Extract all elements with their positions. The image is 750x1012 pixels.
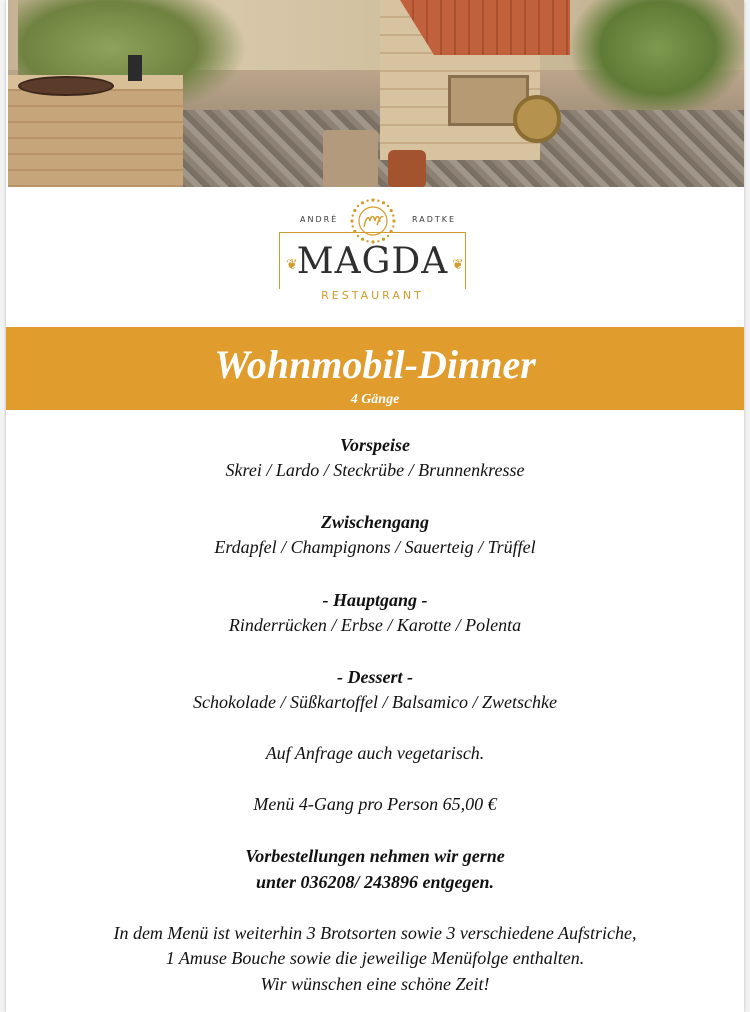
footer-line-3: Wir wünschen eine schöne Zeit! [260,974,490,994]
price-note: Menü 4-Gang pro Person 65,00 € [253,794,497,814]
reservation-line-1: Vorbestellungen nehmen wir gerne [245,846,505,866]
logo-last-name: RADTKE [412,215,457,224]
course-items-starter: Skrei / Lardo / Steckrübe / Brunnenkresse [225,460,525,480]
menu-banner [6,327,744,410]
course-items-intermediate: Erdapfel / Champignons / Sauerteig / Trüffel [214,537,536,557]
logo-name: MAGDA [296,241,449,282]
course-heading-main: - Hauptgang - [322,590,428,610]
laurel-left-icon: ❦ [286,258,298,273]
vegetarian-note: Auf Anfrage auch vegetarisch. [265,743,485,763]
course-heading-dessert: - Dessert - [337,667,413,687]
reservation-line-2: unter 036208/ 243896 entgegen. [255,872,494,892]
course-heading-starter: Vorspeise [339,435,410,455]
course-items-main: Rinderrücken / Erbse / Karotte / Polenta [228,615,522,635]
laurel-right-icon: ❦ [452,258,464,273]
logo-subtitle: RESTAURANT [279,289,466,302]
menu-subtitle: 4 Gänge [350,392,400,407]
restaurant-logo [0,195,750,310]
menu-title: Wohnmobil-Dinner [214,342,536,387]
logo-first-name: ANDRÉ [300,215,339,224]
footer-line-2: 1 Amuse Bouche sowie die jeweilige Menüfolge enthalten. [165,948,585,968]
course-heading-intermediate: Zwischengang [320,512,430,532]
courtyard-photo [8,0,744,187]
footer-line-1: In dem Menü ist weiterhin 3 Brotsorten sowie 3 verschiedene Aufstriche, [113,923,637,943]
course-items-dessert: Schokolade / Süßkartoffel / Balsamico / Zwetschke [193,692,557,712]
